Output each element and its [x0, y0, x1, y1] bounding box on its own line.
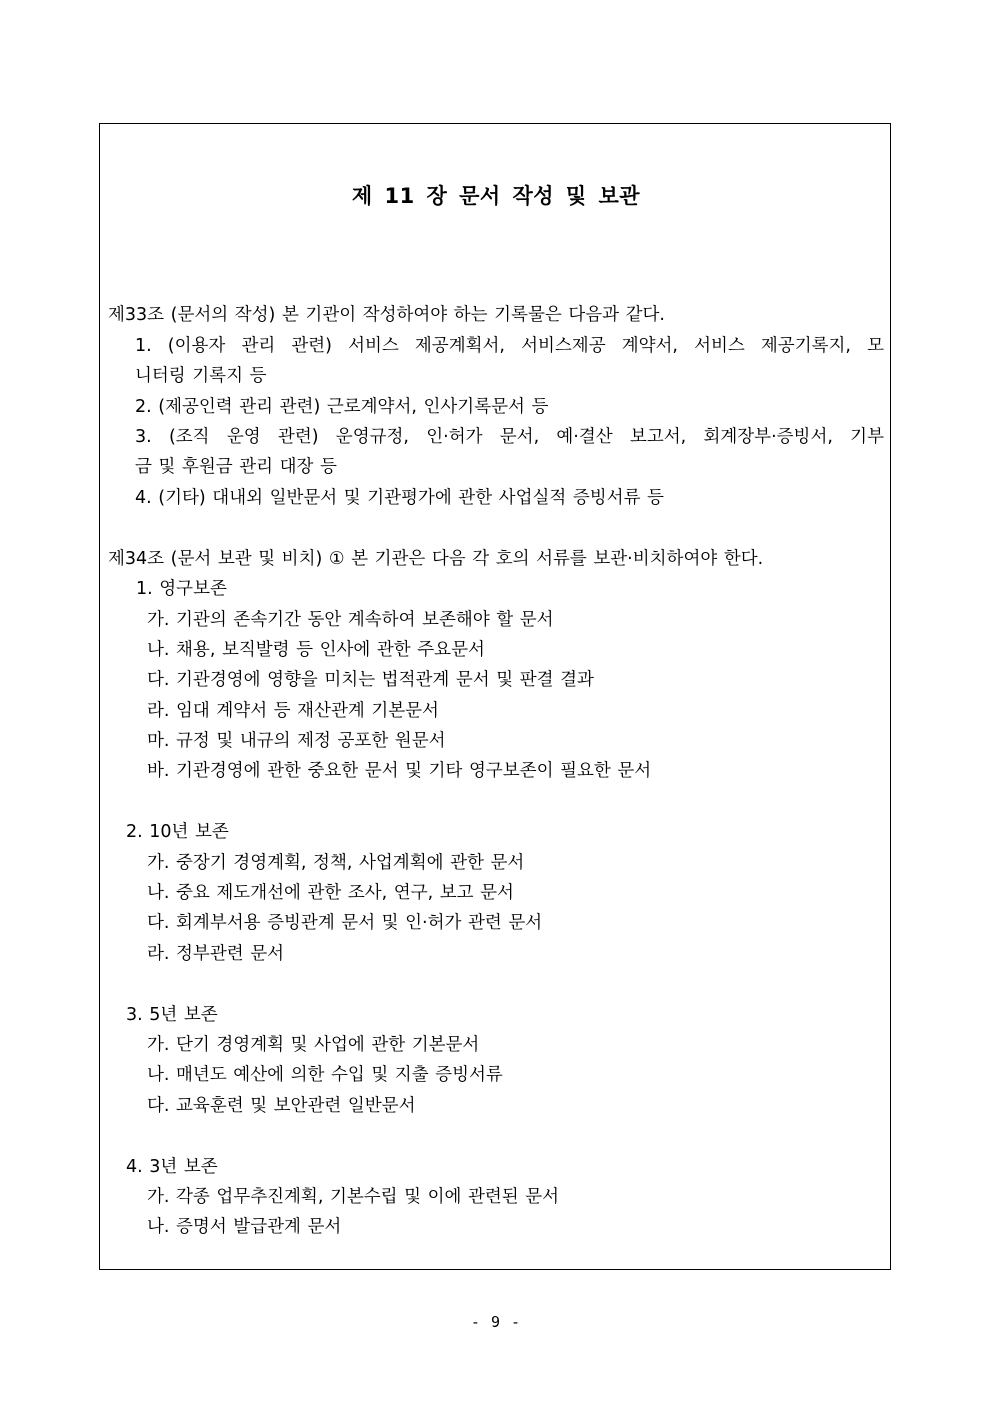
article-33-item-3-line-2: 금 및 후원금 관리 대장 등 [135, 457, 337, 477]
article-33-item-3-line-1: 3. (조직 운영 관련) 운영규정, 인·허가 문서, 예·결산 보고서, 회계장부·증빙서, 기부 [135, 427, 884, 447]
article-33-item-1-line-1: 1. (이용자 관리 관련) 서비스 제공계획서, 서비스제공 계약서, 서비스 제공기록지, 모 [135, 336, 884, 356]
section-permanent-item: 바. 기관경영에 관한 중요한 문서 및 기타 영구보존이 필요한 문서 [147, 761, 652, 781]
section-permanent-item: 나. 채용, 보직발령 등 인사에 관한 주요문서 [147, 640, 485, 660]
section-10-year-item: 가. 중장기 경영계획, 정책, 사업계획에 관한 문서 [147, 853, 525, 873]
section-5-year-item: 나. 매년도 예산에 의한 수입 및 지출 증빙서류 [147, 1065, 503, 1085]
section-permanent-item: 라. 임대 계약서 등 재산관계 기본문서 [147, 701, 439, 721]
section-3-year-item: 가. 각종 업무추진계획, 기본수립 및 이에 관련된 문서 [147, 1187, 560, 1207]
section-10-year-item: 라. 정부관련 문서 [147, 944, 285, 964]
article-33-heading: 제33조 (문서의 작성) 본 기관이 작성하여야 하는 기록물은 다음과 같다. [108, 305, 665, 325]
section-5-year-title: 3. 5년 보존 [126, 1005, 218, 1025]
section-permanent-item: 다. 기관경영에 영향을 미치는 법적관계 문서 및 판결 결과 [147, 670, 594, 690]
section-3-year-item: 나. 증명서 발급관계 문서 [147, 1217, 342, 1237]
chapter-title: 제 11 장 문서 작성 및 보관 [351, 184, 641, 208]
section-10-year-item: 나. 중요 제도개선에 관한 조사, 연구, 보고 문서 [147, 883, 514, 903]
section-permanent-item: 마. 규정 및 내규의 제정 공포한 원문서 [147, 731, 446, 751]
article-33-item-4: 4. (기타) 대내외 일반문서 및 기관평가에 관한 사업실적 증빙서류 등 [135, 488, 664, 508]
section-10-year-title: 2. 10년 보존 [126, 822, 229, 842]
section-permanent-title: 1. 영구보존 [136, 579, 227, 599]
article-33-item-2: 2. (제공인력 관리 관련) 근로계약서, 인사기록문서 등 [135, 397, 549, 417]
section-5-year-item: 가. 단기 경영계획 및 사업에 관한 기본문서 [147, 1035, 480, 1055]
section-10-year-item: 다. 회계부서용 증빙관계 문서 및 인·허가 관련 문서 [147, 913, 543, 933]
section-3-year-title: 4. 3년 보존 [126, 1157, 218, 1177]
article-33-item-1-line-2: 니터링 기록지 등 [135, 366, 267, 386]
section-5-year-item: 다. 교육훈련 및 보안관련 일반문서 [147, 1096, 416, 1116]
page-number: - 9 - [470, 1313, 522, 1331]
section-permanent-item: 가. 기관의 존속기간 동안 계속하여 보존해야 할 문서 [147, 610, 554, 630]
article-34-heading: 제34조 (문서 보관 및 비치) ① 본 기관은 다음 각 호의 서류를 보관·비치하여야 한다. [108, 549, 764, 569]
